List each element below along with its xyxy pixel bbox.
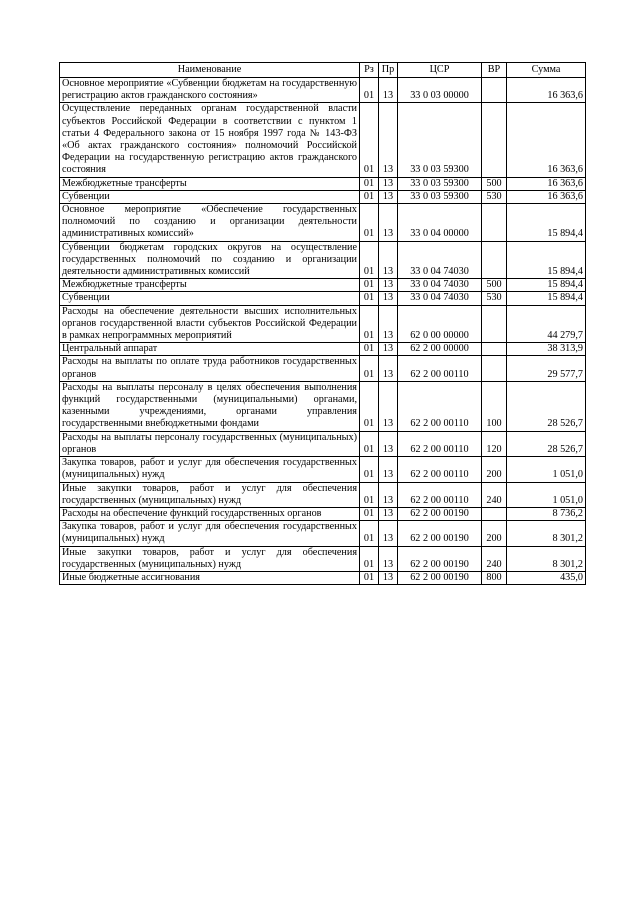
cell-vr: 530 bbox=[482, 292, 507, 305]
cell-pr: 13 bbox=[379, 343, 398, 356]
header-vr: ВР bbox=[482, 63, 507, 78]
cell-rz: 01 bbox=[360, 343, 379, 356]
cell-sum: 44 279,7 bbox=[507, 305, 586, 343]
cell-rz: 01 bbox=[360, 279, 379, 292]
table-row bbox=[60, 190, 586, 203]
cell-rz: 01 bbox=[360, 241, 379, 279]
table-row bbox=[60, 241, 586, 279]
cell-pr: 13 bbox=[379, 431, 398, 456]
cell-csr: 62 2 00 00110 bbox=[398, 457, 482, 482]
cell-sum: 8 301,2 bbox=[507, 521, 586, 546]
cell-pr: 13 bbox=[379, 190, 398, 203]
cell-csr: 62 2 00 00110 bbox=[398, 431, 482, 456]
cell-vr: 240 bbox=[482, 482, 507, 507]
cell-name: Иные бюджетные ассигнования bbox=[60, 571, 360, 584]
cell-vr bbox=[482, 343, 507, 356]
cell-sum: 15 894,4 bbox=[507, 204, 586, 242]
cell-vr: 120 bbox=[482, 431, 507, 456]
cell-csr: 62 2 00 00110 bbox=[398, 482, 482, 507]
table-row bbox=[60, 78, 586, 103]
cell-vr: 800 bbox=[482, 571, 507, 584]
table-row bbox=[60, 431, 586, 456]
cell-name: Расходы на обеспечение деятельности высших исполнительных органов государственной власти субъектов Российской Федерации в рамках непрограммных мероприятий bbox=[60, 305, 360, 343]
cell-sum: 15 894,4 bbox=[507, 279, 586, 292]
cell-pr: 13 bbox=[379, 305, 398, 343]
cell-name: Основное мероприятие «Обеспечение государственных полномочий по созданию и организации деятельности административных комиссий» bbox=[60, 204, 360, 242]
cell-vr bbox=[482, 241, 507, 279]
cell-pr: 13 bbox=[379, 381, 398, 431]
table-row bbox=[60, 381, 586, 431]
cell-vr: 500 bbox=[482, 177, 507, 190]
table-row bbox=[60, 292, 586, 305]
cell-csr: 62 2 00 00000 bbox=[398, 343, 482, 356]
cell-pr: 13 bbox=[379, 571, 398, 584]
cell-rz: 01 bbox=[360, 305, 379, 343]
cell-rz: 01 bbox=[360, 292, 379, 305]
cell-pr: 13 bbox=[379, 292, 398, 305]
cell-sum: 29 577,7 bbox=[507, 356, 586, 381]
cell-name: Субвенции bbox=[60, 292, 360, 305]
cell-rz: 01 bbox=[360, 381, 379, 431]
cell-vr bbox=[482, 78, 507, 103]
cell-pr: 13 bbox=[379, 177, 398, 190]
cell-rz: 01 bbox=[360, 356, 379, 381]
header-name: Наименование bbox=[60, 63, 360, 78]
cell-name: Субвенции bbox=[60, 190, 360, 203]
cell-vr bbox=[482, 507, 507, 520]
header-sum: Сумма bbox=[507, 63, 586, 78]
cell-rz: 01 bbox=[360, 190, 379, 203]
cell-sum: 28 526,7 bbox=[507, 431, 586, 456]
table-row bbox=[60, 457, 586, 482]
budget-table-page bbox=[59, 62, 585, 585]
cell-csr: 62 2 00 00190 bbox=[398, 571, 482, 584]
cell-sum: 8 301,2 bbox=[507, 546, 586, 571]
table-row bbox=[60, 177, 586, 190]
cell-name: Иные закупки товаров, работ и услуг для обеспечения государственных (муниципальных) нужд bbox=[60, 546, 360, 571]
cell-csr: 62 2 00 00110 bbox=[398, 356, 482, 381]
cell-name: Субвенции бюджетам городских округов на осуществление государственных полномочий по созданию и организации деятельности административных комиссий bbox=[60, 241, 360, 279]
cell-pr: 13 bbox=[379, 204, 398, 242]
cell-csr: 33 0 03 59300 bbox=[398, 190, 482, 203]
table-row bbox=[60, 279, 586, 292]
table-row bbox=[60, 103, 586, 177]
cell-vr: 500 bbox=[482, 279, 507, 292]
cell-rz: 01 bbox=[360, 431, 379, 456]
cell-csr: 33 0 04 74030 bbox=[398, 279, 482, 292]
cell-name: Основное мероприятие «Субвенции бюджетам на государственную регистрацию актов гражданского состояния» bbox=[60, 78, 360, 103]
cell-vr: 100 bbox=[482, 381, 507, 431]
cell-sum: 15 894,4 bbox=[507, 241, 586, 279]
cell-rz: 01 bbox=[360, 521, 379, 546]
cell-vr: 200 bbox=[482, 457, 507, 482]
table-row bbox=[60, 571, 586, 584]
cell-csr: 62 2 00 00190 bbox=[398, 546, 482, 571]
table-row bbox=[60, 305, 586, 343]
cell-sum: 16 363,6 bbox=[507, 78, 586, 103]
cell-csr: 62 2 00 00110 bbox=[398, 381, 482, 431]
cell-csr: 33 0 03 59300 bbox=[398, 103, 482, 177]
cell-name: Осуществление переданных органам государственной власти субъектов Российской Федерации в соответствии с пунктом 1 статьи 4 Федерального закона от 15 ноября 1997 года № 143-ФЗ «Об актах гражданского состояния» полномочий Российской Федерации на государственную регистрацию актов гражданского состояния bbox=[60, 103, 360, 177]
cell-sum: 15 894,4 bbox=[507, 292, 586, 305]
cell-pr: 13 bbox=[379, 241, 398, 279]
header-pr: Пр bbox=[379, 63, 398, 78]
cell-sum: 16 363,6 bbox=[507, 103, 586, 177]
cell-pr: 13 bbox=[379, 78, 398, 103]
cell-rz: 01 bbox=[360, 546, 379, 571]
cell-name: Расходы на выплаты персоналу государственных (муниципальных) органов bbox=[60, 431, 360, 456]
cell-name: Иные закупки товаров, работ и услуг для обеспечения государственных (муниципальных) нужд bbox=[60, 482, 360, 507]
cell-rz: 01 bbox=[360, 78, 379, 103]
cell-rz: 01 bbox=[360, 177, 379, 190]
table-header-row bbox=[60, 63, 586, 78]
cell-sum: 38 313,9 bbox=[507, 343, 586, 356]
cell-vr bbox=[482, 204, 507, 242]
cell-rz: 01 bbox=[360, 571, 379, 584]
cell-sum: 16 363,6 bbox=[507, 190, 586, 203]
cell-name: Закупка товаров, работ и услуг для обеспечения государственных (муниципальных) нужд bbox=[60, 521, 360, 546]
table-row bbox=[60, 546, 586, 571]
cell-vr bbox=[482, 305, 507, 343]
cell-pr: 13 bbox=[379, 457, 398, 482]
cell-csr: 33 0 04 00000 bbox=[398, 204, 482, 242]
cell-pr: 13 bbox=[379, 521, 398, 546]
cell-name: Расходы на обеспечение функций государственных органов bbox=[60, 507, 360, 520]
cell-csr: 62 0 00 00000 bbox=[398, 305, 482, 343]
cell-pr: 13 bbox=[379, 546, 398, 571]
table-row bbox=[60, 482, 586, 507]
cell-csr: 33 0 03 59300 bbox=[398, 177, 482, 190]
cell-sum: 8 736,2 bbox=[507, 507, 586, 520]
cell-sum: 435,0 bbox=[507, 571, 586, 584]
cell-rz: 01 bbox=[360, 507, 379, 520]
cell-pr: 13 bbox=[379, 356, 398, 381]
budget-table bbox=[59, 62, 586, 585]
cell-sum: 28 526,7 bbox=[507, 381, 586, 431]
cell-vr: 530 bbox=[482, 190, 507, 203]
cell-name: Расходы на выплаты по оплате труда работников государственных органов bbox=[60, 356, 360, 381]
cell-name: Межбюджетные трансферты bbox=[60, 279, 360, 292]
cell-rz: 01 bbox=[360, 204, 379, 242]
cell-csr: 33 0 03 00000 bbox=[398, 78, 482, 103]
cell-csr: 62 2 00 00190 bbox=[398, 507, 482, 520]
cell-rz: 01 bbox=[360, 103, 379, 177]
cell-pr: 13 bbox=[379, 482, 398, 507]
table-row bbox=[60, 356, 586, 381]
table-row bbox=[60, 343, 586, 356]
cell-name: Центральный аппарат bbox=[60, 343, 360, 356]
cell-pr: 13 bbox=[379, 103, 398, 177]
cell-vr: 240 bbox=[482, 546, 507, 571]
table-body bbox=[60, 78, 586, 585]
cell-name: Межбюджетные трансферты bbox=[60, 177, 360, 190]
header-csr: ЦСР bbox=[398, 63, 482, 78]
cell-vr bbox=[482, 356, 507, 381]
cell-sum: 16 363,6 bbox=[507, 177, 586, 190]
cell-sum: 1 051,0 bbox=[507, 482, 586, 507]
cell-csr: 33 0 04 74030 bbox=[398, 241, 482, 279]
cell-rz: 01 bbox=[360, 482, 379, 507]
cell-sum: 1 051,0 bbox=[507, 457, 586, 482]
cell-vr bbox=[482, 103, 507, 177]
cell-pr: 13 bbox=[379, 507, 398, 520]
header-rz: Рз bbox=[360, 63, 379, 78]
cell-name: Расходы на выплаты персоналу в целях обеспечения выполнения функций государственными (муниципальными) органами, казенными учреждениями, органами управления государственными внебюджетными фондами bbox=[60, 381, 360, 431]
cell-pr: 13 bbox=[379, 279, 398, 292]
cell-csr: 62 2 00 00190 bbox=[398, 521, 482, 546]
table-row bbox=[60, 507, 586, 520]
cell-vr: 200 bbox=[482, 521, 507, 546]
table-row bbox=[60, 521, 586, 546]
cell-rz: 01 bbox=[360, 457, 379, 482]
table-row bbox=[60, 204, 586, 242]
cell-name: Закупка товаров, работ и услуг для обеспечения государственных (муниципальных) нужд bbox=[60, 457, 360, 482]
cell-csr: 33 0 04 74030 bbox=[398, 292, 482, 305]
